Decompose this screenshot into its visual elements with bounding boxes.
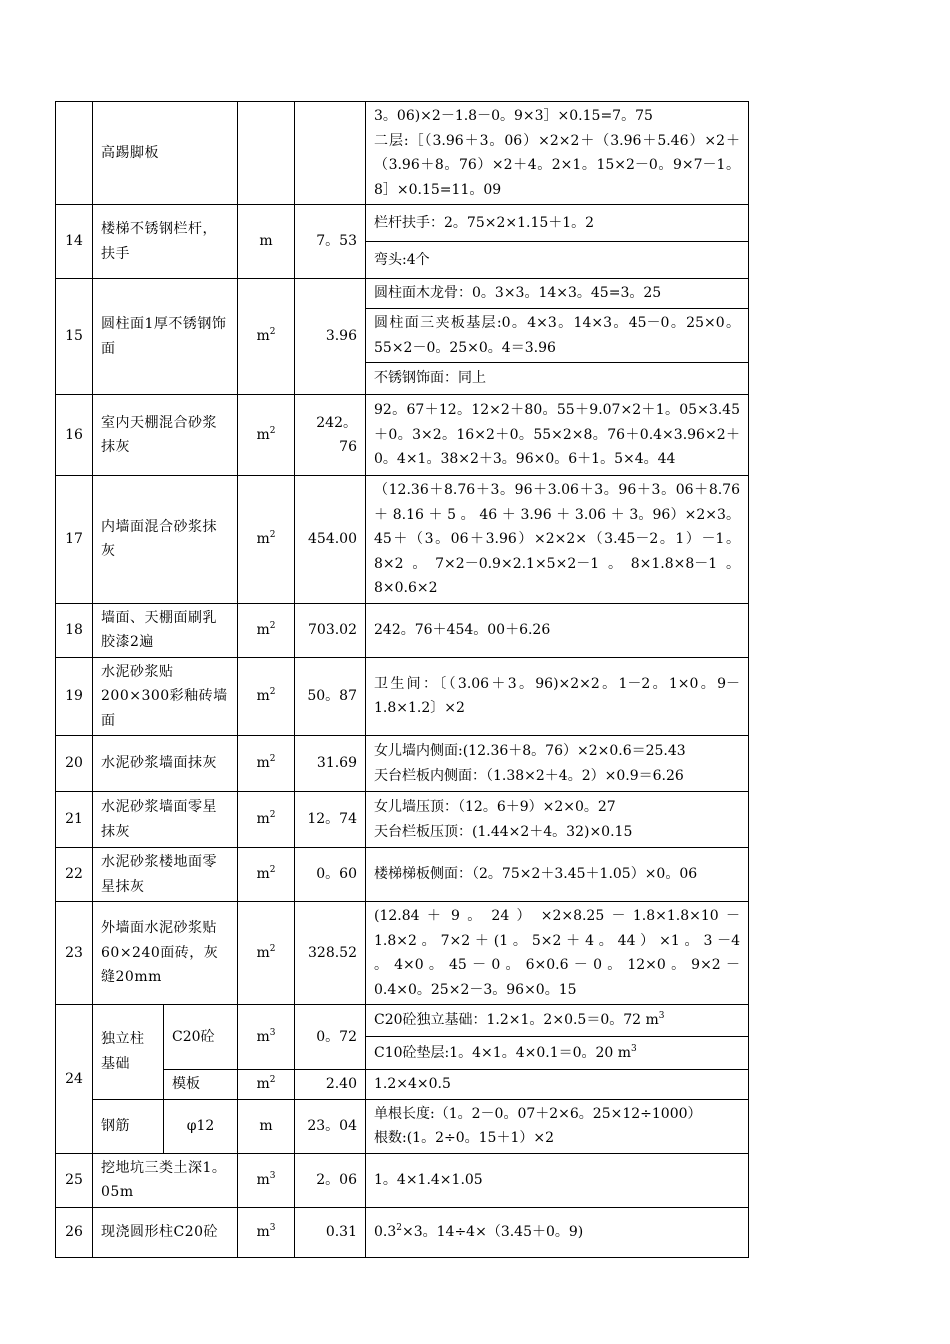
item-formula: 栏杆扶手：2。75×2×1.15＋1。2	[366, 205, 749, 242]
item-name: 水泥砂浆贴200×300彩釉砖墙面	[93, 657, 238, 736]
item-formula: 女儿墙内侧面:(12.36＋8。76）×2×0.6＝25.43 天台栏板内侧面：（1.38×2＋4。2）×0.9＝6.26	[366, 736, 749, 792]
item-name: 水泥砂浆墙面抹灰	[93, 736, 238, 792]
item-unit: m	[238, 1099, 295, 1153]
item-formula: 女儿墙压顶：（12。6＋9）×2×0。27 天台栏板压顶：(1.44×2＋4。32)×0.15	[366, 792, 749, 848]
item-formula: 卫生间：〔（3.06＋3。96)×2×2。1－2。1×0。9－1.8×1.2〕×2	[366, 657, 749, 736]
item-unit: $m^2$	[238, 603, 295, 657]
item-amount: 0。72	[295, 1005, 366, 1070]
table-row	[56, 848, 749, 902]
item-formula: 不锈钢饰面：同上	[366, 363, 749, 395]
item-formula: 92。67＋12。12×2＋80。55＋9.07×2＋1。05×3.45＋0。3×2。16×2＋0。55×2×8。76＋0.4×3.96×2＋0。4×1。38×2＋3。96×0。6＋1。5×4。44	[366, 395, 749, 476]
item-name: 内墙面混合砂浆抹灰	[93, 476, 238, 604]
item-unit: $m^2$	[238, 476, 295, 604]
item-number: 15	[56, 279, 93, 395]
item-amount: 242。76	[295, 395, 366, 476]
item-formula: 3。06)×2－1.8－0。9×3］×0.15=7。75 二层:［（3.96＋3。06）×2×2＋（3.96＋5.46）×2＋（3.96＋8。76）×2＋4。2×1。15×2－0。9×7－1。8］×0.15=11。09	[366, 102, 749, 205]
item-number	[56, 102, 93, 205]
item-formula: C10砼垫层:1。4×1。4×0.1＝0。20 $m^3$	[366, 1037, 749, 1070]
table-row	[56, 1153, 749, 1207]
item-formula: 单根长度:（1。2－0。07＋2×6。25×12÷1000） 根数:(1。2÷0。15＋1）×2	[366, 1099, 749, 1153]
item-formula: 楼梯梯板侧面：（2。75×2＋3.45＋1.05）×0。06	[366, 848, 749, 902]
item-name: 挖地坑三类土深1。05m	[93, 1153, 238, 1207]
quantity-table	[55, 101, 749, 1258]
item-formula: 圆柱面三夹板基层:0。4×3。14×3。45－0。25×0。55×2－0。25×0。4＝3.96	[366, 309, 749, 363]
item-sub-name: φ12	[164, 1099, 238, 1153]
item-amount: 50。87	[295, 657, 366, 736]
item-unit: $m^2$	[238, 792, 295, 848]
table-row	[56, 279, 749, 309]
table-row	[56, 603, 749, 657]
item-number: 16	[56, 395, 93, 476]
item-formula: 圆柱面木龙骨：0。3×3。14×3。45=3。25	[366, 279, 749, 309]
item-unit: $m^2$	[238, 848, 295, 902]
item-sub-name: C20砼	[164, 1005, 238, 1070]
item-number: 18	[56, 603, 93, 657]
item-formula: （12.36＋8.76＋3。96＋3.06＋3。96＋3。06＋8.76 ＋ 8.16 ＋ 5 。 46 ＋ 3.96 ＋ 3.06 ＋ 3。96）×2×3。45＋（3。06＋3.96）×2×2×（3.45－2。1）－1。8×2。7×2－0.9×2.1×5×2－1。8×1.8×8－1。8×0.6×2	[366, 476, 749, 604]
table-row	[56, 657, 749, 736]
quantity-table-body	[56, 102, 749, 1258]
item-number: 23	[56, 902, 93, 1005]
table-row	[56, 102, 749, 205]
item-number: 25	[56, 1153, 93, 1207]
table-row	[56, 476, 749, 604]
item-number: 19	[56, 657, 93, 736]
item-number: 14	[56, 205, 93, 279]
item-name: 水泥砂浆楼地面零星抹灰	[93, 848, 238, 902]
item-name: 高踢脚板	[93, 102, 238, 205]
item-name: 楼梯不锈钢栏杆，扶手	[93, 205, 238, 279]
table-row	[56, 902, 749, 1005]
item-amount: 2.40	[295, 1070, 366, 1100]
item-name: 外墙面水泥砂浆贴60×240面砖，灰缝20mm	[93, 902, 238, 1005]
item-formula: 1.2×4×0.5	[366, 1070, 749, 1100]
item-unit: $m^2$	[238, 395, 295, 476]
item-amount: 31.69	[295, 736, 366, 792]
item-amount: 0.31	[295, 1207, 366, 1257]
item-unit: $m^2$	[238, 1070, 295, 1100]
table-row	[56, 1005, 749, 1037]
item-name: 圆柱面1厚不锈钢饰面	[93, 279, 238, 395]
table-row	[56, 205, 749, 242]
item-formula: C20砼独立基础：1.2×1。2×0.5＝0。72 $m^3$	[366, 1005, 749, 1037]
item-number: 21	[56, 792, 93, 848]
item-unit	[238, 102, 295, 205]
table-row	[56, 1099, 749, 1153]
item-sub-name: 模板	[164, 1070, 238, 1100]
item-number: 26	[56, 1207, 93, 1257]
item-unit: $m^3$	[238, 1207, 295, 1257]
item-amount	[295, 102, 366, 205]
item-name: 室内天棚混合砂浆抹灰	[93, 395, 238, 476]
item-formula: $0.3^2\times 3$。14÷4×（3.45＋0。9)	[366, 1207, 749, 1257]
item-unit: $m^3$	[238, 1005, 295, 1070]
item-name: 水泥砂浆墙面零星抹灰	[93, 792, 238, 848]
item-amount: 7。53	[295, 205, 366, 279]
item-unit: $m^2$	[238, 736, 295, 792]
item-number: 24	[56, 1005, 93, 1154]
item-amount: 328.52	[295, 902, 366, 1005]
item-amount: 703.02	[295, 603, 366, 657]
table-row	[56, 1207, 749, 1257]
item-formula: 弯头:4个	[366, 242, 749, 279]
item-formula: 242。76＋454。00＋6.26	[366, 603, 749, 657]
item-amount: 2。06	[295, 1153, 366, 1207]
item-unit: m	[238, 205, 295, 279]
item-amount: 23。04	[295, 1099, 366, 1153]
item-formula: (12.84 ＋ 9 。 24 ） ×2×8.25 － 1.8×1.8×10 －1.8×2 。 7×2 ＋ (1 。 5×2 ＋ 4 。 44 ） ×1 。 3 －4 。 4×0 。 45 － 0 。 6×0.6 － 0 。 12×0 。 9×2 －0.4×0。25×2－3。96×0。15	[366, 902, 749, 1005]
item-name: 墙面、天棚面刷乳胶漆2遍	[93, 603, 238, 657]
item-amount: 12。74	[295, 792, 366, 848]
item-unit: $m^2$	[238, 902, 295, 1005]
item-unit: $m^3$	[238, 1153, 295, 1207]
item-number: 20	[56, 736, 93, 792]
table-row	[56, 736, 749, 792]
item-unit: $m^2$	[238, 657, 295, 736]
item-amount: 454.00	[295, 476, 366, 604]
item-amount: 3.96	[295, 279, 366, 395]
item-name: 钢筋	[93, 1099, 164, 1153]
item-number: 22	[56, 848, 93, 902]
item-number: 17	[56, 476, 93, 604]
table-row	[56, 395, 749, 476]
item-unit: $m^2$	[238, 279, 295, 395]
item-amount: 0。60	[295, 848, 366, 902]
item-name: 现浇圆形柱C20砼	[93, 1207, 238, 1257]
table-row	[56, 792, 749, 848]
item-formula: 1。4×1.4×1.05	[366, 1153, 749, 1207]
item-group-name: 独立柱基础	[93, 1005, 164, 1100]
